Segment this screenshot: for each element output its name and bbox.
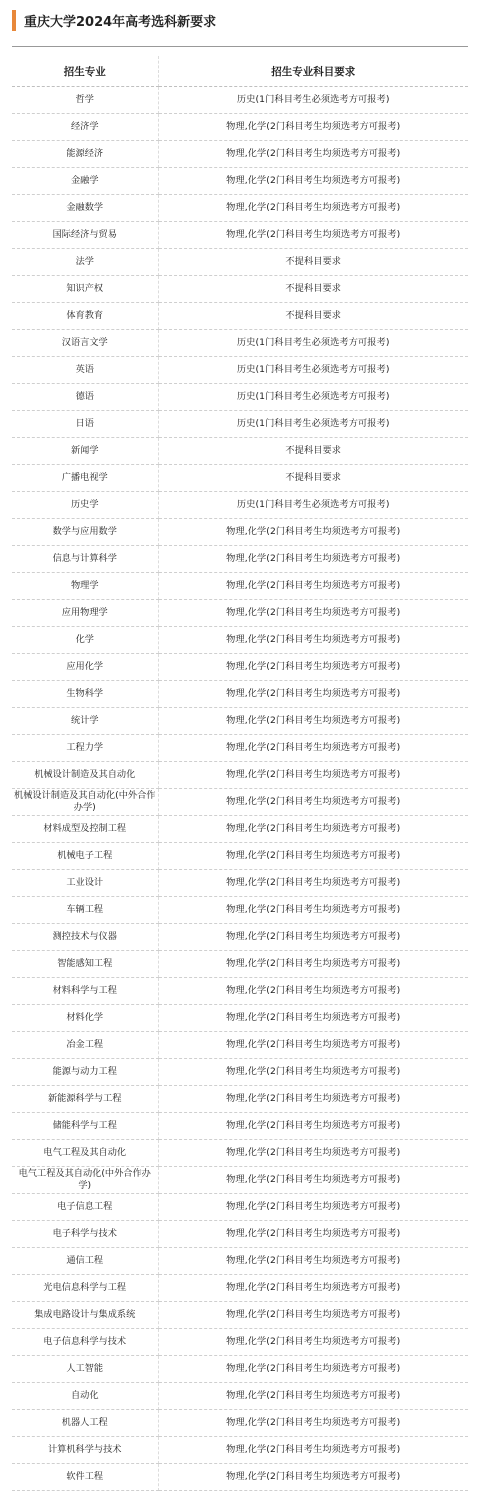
requirement-cell: 物理,化学(2门科目考生均须选考方可报考) <box>158 1086 468 1113</box>
major-cell: 国际经济与贸易 <box>12 222 158 249</box>
major-cell: 自动化 <box>12 1383 158 1410</box>
major-cell: 应用物理学 <box>12 600 158 627</box>
table-row <box>12 1464 468 1491</box>
major-cell: 材料化学 <box>12 1005 158 1032</box>
table-header-row <box>12 56 468 87</box>
requirement-cell: 物理,化学(2门科目考生均须选考方可报考) <box>158 870 468 897</box>
table-row <box>12 816 468 843</box>
requirement-cell: 物理,化学(2门科目考生均须选考方可报考) <box>158 519 468 546</box>
table-row <box>12 249 468 276</box>
requirement-cell: 不提科目要求 <box>158 303 468 330</box>
table-row <box>12 357 468 384</box>
major-cell: 日语 <box>12 411 158 438</box>
table-row <box>12 1437 468 1464</box>
major-cell: 电子信息工程 <box>12 1194 158 1221</box>
major-cell: 体育教育 <box>12 303 158 330</box>
table-row <box>12 519 468 546</box>
table-row <box>12 843 468 870</box>
requirement-cell: 物理,化学(2门科目考生均须选考方可报考) <box>158 654 468 681</box>
major-cell: 信息与计算科学 <box>12 546 158 573</box>
major-cell: 哲学 <box>12 87 158 114</box>
table-row <box>12 1383 468 1410</box>
major-cell: 电气工程及其自动化 <box>12 1140 158 1167</box>
requirement-cell: 物理,化学(2门科目考生均须选考方可报考) <box>158 681 468 708</box>
major-cell: 能源与动力工程 <box>12 1059 158 1086</box>
table-row <box>12 492 468 519</box>
major-cell: 冶金工程 <box>12 1032 158 1059</box>
requirements-table <box>12 56 468 1491</box>
table-row <box>12 1032 468 1059</box>
table-row <box>12 114 468 141</box>
major-cell: 光电信息科学与工程 <box>12 1275 158 1302</box>
table-row <box>12 276 468 303</box>
requirement-cell: 物理,化学(2门科目考生均须选考方可报考) <box>158 1113 468 1140</box>
major-cell: 机器人工程 <box>12 1410 158 1437</box>
requirement-cell: 不提科目要求 <box>158 465 468 492</box>
requirement-cell: 物理,化学(2门科目考生均须选考方可报考) <box>158 1221 468 1248</box>
requirement-cell: 物理,化学(2门科目考生均须选考方可报考) <box>158 816 468 843</box>
requirement-cell: 物理,化学(2门科目考生均须选考方可报考) <box>158 600 468 627</box>
requirement-cell: 历史(1门科目考生必须选考方可报考) <box>158 330 468 357</box>
requirement-cell: 物理,化学(2门科目考生均须选考方可报考) <box>158 195 468 222</box>
table-row <box>12 303 468 330</box>
major-cell: 集成电路设计与集成系统 <box>12 1302 158 1329</box>
requirement-cell: 物理,化学(2门科目考生均须选考方可报考) <box>158 168 468 195</box>
table-row <box>12 600 468 627</box>
table-row <box>12 465 468 492</box>
requirement-cell: 物理,化学(2门科目考生均须选考方可报考) <box>158 222 468 249</box>
table-row <box>12 1086 468 1113</box>
requirement-cell: 物理,化学(2门科目考生均须选考方可报考) <box>158 1032 468 1059</box>
requirement-cell: 物理,化学(2门科目考生均须选考方可报考) <box>158 1248 468 1275</box>
major-cell: 材料成型及控制工程 <box>12 816 158 843</box>
major-cell: 生物科学 <box>12 681 158 708</box>
requirement-cell: 物理,化学(2门科目考生均须选考方可报考) <box>158 1437 468 1464</box>
requirement-cell: 物理,化学(2门科目考生均须选考方可报考) <box>158 897 468 924</box>
table-row <box>12 951 468 978</box>
table-row <box>12 438 468 465</box>
table-row <box>12 978 468 1005</box>
table-row <box>12 195 468 222</box>
major-cell: 应用化学 <box>12 654 158 681</box>
major-cell: 电子科学与技术 <box>12 1221 158 1248</box>
table-row <box>12 411 468 438</box>
table-row <box>12 222 468 249</box>
requirement-cell: 物理,化学(2门科目考生均须选考方可报考) <box>158 789 468 816</box>
title-divider <box>12 46 468 47</box>
requirement-cell: 物理,化学(2门科目考生均须选考方可报考) <box>158 141 468 168</box>
requirement-cell: 物理,化学(2门科目考生均须选考方可报考) <box>158 1275 468 1302</box>
major-cell: 储能科学与工程 <box>12 1113 158 1140</box>
major-cell: 新闻学 <box>12 438 158 465</box>
major-cell: 电子信息科学与技术 <box>12 1329 158 1356</box>
table-row <box>12 168 468 195</box>
table-row <box>12 708 468 735</box>
requirement-cell: 历史(1门科目考生必须选考方可报考) <box>158 411 468 438</box>
requirement-cell: 物理,化学(2门科目考生均须选考方可报考) <box>158 843 468 870</box>
table-row <box>12 1167 468 1194</box>
major-cell: 机械设计制造及其自动化 <box>12 762 158 789</box>
major-cell: 广播电视学 <box>12 465 158 492</box>
requirement-cell: 物理,化学(2门科目考生均须选考方可报考) <box>158 1302 468 1329</box>
header-requirement: 招生专业科目要求 <box>158 56 468 87</box>
table-row <box>12 1059 468 1086</box>
major-cell: 经济学 <box>12 114 158 141</box>
major-cell: 物理学 <box>12 573 158 600</box>
table-row <box>12 87 468 114</box>
table-row <box>12 1329 468 1356</box>
requirement-cell: 物理,化学(2门科目考生均须选考方可报考) <box>158 1383 468 1410</box>
table-row <box>12 141 468 168</box>
major-cell: 智能感知工程 <box>12 951 158 978</box>
major-cell: 法学 <box>12 249 158 276</box>
major-cell: 工业设计 <box>12 870 158 897</box>
major-cell: 计算机科学与技术 <box>12 1437 158 1464</box>
table-body <box>12 87 468 1491</box>
requirement-cell: 物理,化学(2门科目考生均须选考方可报考) <box>158 1356 468 1383</box>
header-major: 招生专业 <box>12 56 158 87</box>
requirement-cell: 物理,化学(2门科目考生均须选考方可报考) <box>158 951 468 978</box>
requirement-cell: 历史(1门科目考生必须选考方可报考) <box>158 87 468 114</box>
major-cell: 汉语言文学 <box>12 330 158 357</box>
requirement-cell: 物理,化学(2门科目考生均须选考方可报考) <box>158 1167 468 1194</box>
requirement-cell: 物理,化学(2门科目考生均须选考方可报考) <box>158 627 468 654</box>
major-cell: 电气工程及其自动化(中外合作办学) <box>12 1167 158 1194</box>
table-row <box>12 897 468 924</box>
major-cell: 数学与应用数学 <box>12 519 158 546</box>
major-cell: 人工智能 <box>12 1356 158 1383</box>
table-row <box>12 654 468 681</box>
requirement-cell: 不提科目要求 <box>158 438 468 465</box>
table-row <box>12 384 468 411</box>
requirement-cell: 物理,化学(2门科目考生均须选考方可报考) <box>158 978 468 1005</box>
major-cell: 工程力学 <box>12 735 158 762</box>
requirement-cell: 物理,化学(2门科目考生均须选考方可报考) <box>158 924 468 951</box>
requirement-cell: 物理,化学(2门科目考生均须选考方可报考) <box>158 546 468 573</box>
major-cell: 金融学 <box>12 168 158 195</box>
major-cell: 机械设计制造及其自动化(中外合作办学) <box>12 789 158 816</box>
table-row <box>12 924 468 951</box>
requirement-cell: 物理,化学(2门科目考生均须选考方可报考) <box>158 1140 468 1167</box>
requirement-cell: 物理,化学(2门科目考生均须选考方可报考) <box>158 735 468 762</box>
table-row <box>12 573 468 600</box>
table-row <box>12 1410 468 1437</box>
requirement-cell: 历史(1门科目考生必须选考方可报考) <box>158 492 468 519</box>
major-cell: 能源经济 <box>12 141 158 168</box>
title-bar <box>0 0 480 38</box>
table-row <box>12 546 468 573</box>
table-row <box>12 681 468 708</box>
table-row <box>12 330 468 357</box>
major-cell: 机械电子工程 <box>12 843 158 870</box>
major-cell: 车辆工程 <box>12 897 158 924</box>
requirement-cell: 历史(1门科目考生必须选考方可报考) <box>158 384 468 411</box>
requirement-cell: 物理,化学(2门科目考生均须选考方可报考) <box>158 1059 468 1086</box>
table-row <box>12 1140 468 1167</box>
table-row <box>12 870 468 897</box>
table-row <box>12 735 468 762</box>
major-cell: 材料科学与工程 <box>12 978 158 1005</box>
major-cell: 德语 <box>12 384 158 411</box>
table-row <box>12 789 468 816</box>
major-cell: 历史学 <box>12 492 158 519</box>
requirement-cell: 物理,化学(2门科目考生均须选考方可报考) <box>158 1464 468 1491</box>
major-cell: 知识产权 <box>12 276 158 303</box>
major-cell: 通信工程 <box>12 1248 158 1275</box>
requirement-cell: 物理,化学(2门科目考生均须选考方可报考) <box>158 1329 468 1356</box>
table-row <box>12 1194 468 1221</box>
requirement-cell: 物理,化学(2门科目考生均须选考方可报考) <box>158 1194 468 1221</box>
major-cell: 软件工程 <box>12 1464 158 1491</box>
major-cell: 化学 <box>12 627 158 654</box>
table-row <box>12 1221 468 1248</box>
table-row <box>12 1356 468 1383</box>
requirement-cell: 物理,化学(2门科目考生均须选考方可报考) <box>158 762 468 789</box>
page-title: 重庆大学2024年高考选科新要求 <box>24 15 217 30</box>
requirement-cell: 不提科目要求 <box>158 276 468 303</box>
table-row <box>12 1302 468 1329</box>
table-row <box>12 1248 468 1275</box>
table-row <box>12 1005 468 1032</box>
requirement-cell: 物理,化学(2门科目考生均须选考方可报考) <box>158 708 468 735</box>
major-cell: 金融数学 <box>12 195 158 222</box>
requirement-cell: 物理,化学(2门科目考生均须选考方可报考) <box>158 114 468 141</box>
requirement-cell: 物理,化学(2门科目考生均须选考方可报考) <box>158 573 468 600</box>
table-row <box>12 1275 468 1302</box>
table-row <box>12 627 468 654</box>
title-accent-bar <box>12 10 16 31</box>
major-cell: 测控技术与仪器 <box>12 924 158 951</box>
table-row <box>12 1113 468 1140</box>
requirement-cell: 物理,化学(2门科目考生均须选考方可报考) <box>158 1410 468 1437</box>
requirement-cell: 不提科目要求 <box>158 249 468 276</box>
requirement-cell: 物理,化学(2门科目考生均须选考方可报考) <box>158 1005 468 1032</box>
major-cell: 新能源科学与工程 <box>12 1086 158 1113</box>
table-row <box>12 762 468 789</box>
requirement-cell: 历史(1门科目考生必须选考方可报考) <box>158 357 468 384</box>
major-cell: 英语 <box>12 357 158 384</box>
major-cell: 统计学 <box>12 708 158 735</box>
